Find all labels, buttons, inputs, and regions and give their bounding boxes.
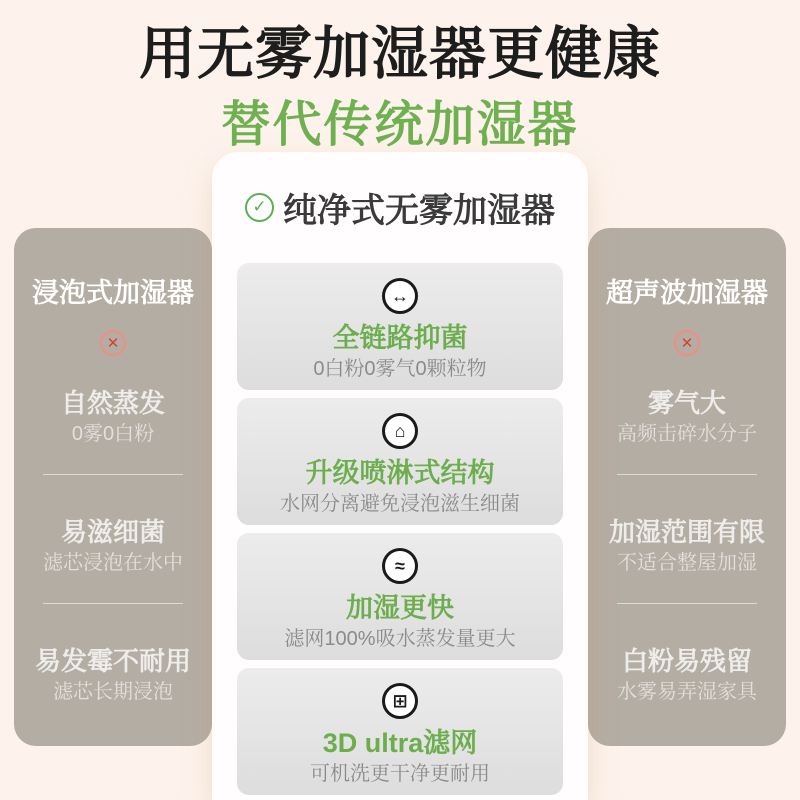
panel-item-title: 雾气大 — [647, 388, 726, 418]
panel-item-desc: 滤芯浸泡在水中 — [43, 552, 183, 574]
feature-title: 全链路抑菌 — [332, 323, 468, 353]
feature-list — [212, 263, 588, 795]
feature-desc: 可机洗更干净更耐用 — [310, 763, 490, 785]
panel-item-title: 易滋细菌 — [60, 517, 165, 547]
panel-item-title: 易发霉不耐用 — [34, 646, 191, 676]
panel-item-desc: 滤芯长期浸泡 — [52, 681, 173, 703]
cross-circle-icon: ✕ — [674, 330, 700, 356]
check-circle-icon: ✓ — [245, 193, 274, 222]
page-subtitle: 替代传统加湿器 — [221, 98, 579, 152]
panel-title: 浸泡式加湿器 — [32, 278, 194, 308]
house-icon: ⌂ — [382, 413, 418, 449]
panel-item — [617, 646, 757, 704]
panel-soaking-humidifier — [14, 228, 212, 746]
card-title: 纯净式无雾加湿器 — [283, 191, 555, 230]
feature-desc: 0白粉0雾气0颗粒物 — [313, 358, 487, 380]
panel-item — [609, 517, 765, 575]
panel-ultrasonic-humidifier — [588, 228, 786, 746]
divider — [43, 474, 183, 475]
panel-item-desc: 水雾易弄湿家具 — [617, 681, 757, 703]
page-title: 用无雾加湿器更健康 — [139, 22, 661, 86]
panel-item-desc: 不适合整屋加湿 — [616, 552, 757, 574]
feature-title: 加湿更快 — [346, 593, 454, 623]
panel-title: 超声波加湿器 — [606, 278, 768, 308]
panel-item-title: 加湿范围有限 — [608, 517, 765, 547]
panel-item — [35, 646, 191, 704]
card-mistfree-humidifier — [212, 152, 588, 800]
panel-item-desc: 0雾0白粉 — [71, 423, 155, 445]
divider — [617, 603, 757, 604]
feature-spray-structure — [237, 398, 563, 525]
panel-item — [617, 388, 757, 446]
divider — [43, 603, 183, 604]
panel-item-desc: 高频击碎水分子 — [617, 423, 757, 445]
card-header — [212, 189, 588, 230]
feature-title: 升级喷淋式结构 — [305, 458, 495, 488]
divider — [617, 474, 757, 475]
cross-circle-icon: ✕ — [100, 330, 126, 356]
feature-3d-filter — [237, 668, 563, 795]
wave-icon: ≈ — [382, 548, 418, 584]
feature-antibacterial — [237, 263, 563, 390]
feature-title: 3D ultra滤网 — [322, 728, 478, 758]
feature-desc: 滤网100%吸水蒸发量更大 — [284, 628, 516, 650]
arrows-icon: ↔ — [382, 278, 418, 314]
panel-item — [61, 388, 165, 446]
grid-icon: ⊞ — [382, 683, 418, 719]
feature-desc: 水网分离避免浸泡滋生细菌 — [280, 493, 520, 515]
panel-item-title: 自然蒸发 — [60, 388, 165, 418]
feature-fast-humidify — [237, 533, 563, 660]
panel-item-title: 白粉易残留 — [621, 646, 752, 676]
panel-item — [43, 517, 183, 575]
